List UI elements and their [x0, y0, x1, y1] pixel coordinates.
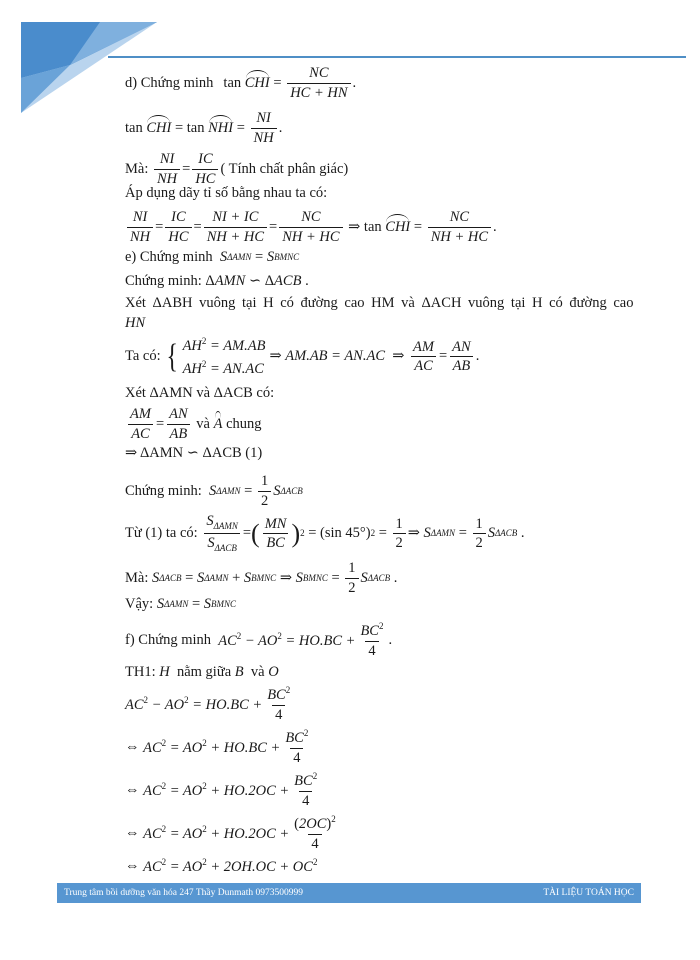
bisector-note: ( Tính chất phân giác): [220, 160, 349, 177]
area-conclusion: Vậy: S ΔAMN = S BMNC: [125, 596, 237, 612]
ma-2-label: Mà:: [125, 569, 149, 586]
fraction: $\frac{NC}{HC + HN}$: [287, 66, 350, 100]
tan-equality: tan CHI = tan NHI = $\frac{NI}{NH}$ .: [125, 110, 283, 146]
part-d-title: d) Chứng minh tan CHI = $\frac{NC}{HC + HN}$ .: [125, 65, 357, 101]
part-d-label: d) Chứng minh: [125, 74, 214, 91]
ta-co-label: Ta có:: [125, 348, 161, 365]
vay-label: Vậy:: [125, 596, 154, 612]
footer-right-text: TÀI LIỆU TOÁN HỌC: [543, 888, 634, 898]
xet-abh-text: Xét ΔABH vuông tại H có đường cao HM và ΔACH vuông tại H có đường cao: [125, 295, 634, 311]
tu-1-label: Từ (1) ta có:: [125, 525, 198, 542]
chung-label: chung: [226, 415, 262, 432]
part-f-label: f) Chứng minh: [125, 631, 211, 648]
similar-result-text: ⇒ ΔAMN ∽ ΔACB (1): [125, 445, 263, 461]
between-label: nằm giữa: [176, 664, 232, 680]
area-sum: Mà: S ΔACB = S ΔAMN + S BMNC ⇒ S BMNC = $\frac{1}{2}$ S ΔACB .: [125, 560, 398, 596]
page-footer: [57, 883, 641, 903]
part-e-label: e) Chứng minh: [125, 249, 213, 265]
xet-amn-text: Xét ΔAMN và ΔACB có:: [125, 385, 275, 401]
consider-amn-acb: [125, 386, 274, 401]
consider-triangles-line2: [125, 316, 145, 331]
tan-label: tan: [125, 119, 143, 136]
and-label: và: [250, 664, 265, 680]
ratio-chain: $\frac{NI}{NH}$ = $\frac{IC}{HC}$ = $\frac{NI + IC}{NH + HC}$ = $\frac{NC}{NH + HC}$ ⇒ tan CHI = $\frac{NC}{NH + HC}$ .: [125, 210, 497, 244]
header-triangle-decoration: [0, 0, 700, 120]
ratio-and-common-angle: $\frac{AM}{AC}$ = $\frac{AN}{AB}$ và A chung: [130, 406, 262, 442]
footer-left-text: Trung tâm bồi dưỡng văn hóa 247 Thầy Dunmath 0973500999: [64, 888, 303, 898]
similarity-result: [125, 446, 262, 461]
part-f-title: f) Chứng minh $AC^2 - AO^2 = HO.BC$ + $\frac{BC^2}{4}$ .: [125, 621, 393, 659]
bisector-property: Mà: $\frac{NI}{NH}$ = $\frac{IC}{HC}$ ( Tính chất phân giác): [125, 151, 349, 187]
chung-minh-area-label: Chứng minh:: [125, 482, 202, 499]
consider-triangles-line1: [125, 296, 645, 311]
va-label: và: [196, 415, 210, 432]
step-1: $AC^2 - AO^2 = HO.BC$ + $\frac{BC^2}{4}$: [125, 685, 291, 723]
system-equations: Ta có: { $AH^2 = AM.AB$ $AH^2 = AN.AC$ ⇒ AM.AB = AN.AC ⇒ $\frac{AM}{AC}$ = $\frac{AN}{AB}$ .: [125, 336, 480, 377]
header-rule: [108, 56, 686, 58]
step-3: ⇔ $AC^2 = AO^2 + HO.2OC$ + $\frac{BC^2}{4}$: [125, 771, 318, 809]
apply-ratio-text: [125, 186, 327, 201]
area-claim: Chứng minh: S ΔAMN = $\frac{1}{2}$ S ΔACB: [125, 473, 303, 509]
chung-minh-label: Chứng minh:: [125, 273, 202, 289]
segment-hn: HN: [125, 315, 146, 331]
ma-label: Mà:: [125, 160, 149, 177]
case-1: TH1: H nằm giữa B và O: [125, 664, 279, 680]
step-5: ⇔ $AC^2 = AO^2 + 2OH.OC + OC^2$: [125, 857, 318, 875]
similar-claim: Chứng minh: Δ AMN ∽ Δ ACB .: [125, 273, 309, 289]
step-2: ⇔ $AC^2 = AO^2 + HO.BC$ + $\frac{BC^2}{4}$: [125, 728, 309, 766]
apply-text: Áp dụng dãy tỉ số bằng nhau ta có:: [125, 185, 328, 201]
part-e-title: e) Chứng minh S ΔAMN = S BMNC: [125, 249, 300, 265]
area-ratio: Từ (1) ta có: $\frac{S_{\Delta AMN}}{S_{\Delta ACB}}$ = ( $\frac{MN}{BC}$ ) 2 = (sin 45°) 2 = $\frac{1}{2}$ ⇒ S ΔAMN = $\frac{1}{2}$ S ΔACB .: [125, 513, 525, 553]
th1-label: TH1:: [125, 664, 156, 680]
step-4: ⇔ $AC^2 = AO^2 + HO.2OC$ + $\frac{(2OC)^2}{4}$: [125, 814, 336, 852]
